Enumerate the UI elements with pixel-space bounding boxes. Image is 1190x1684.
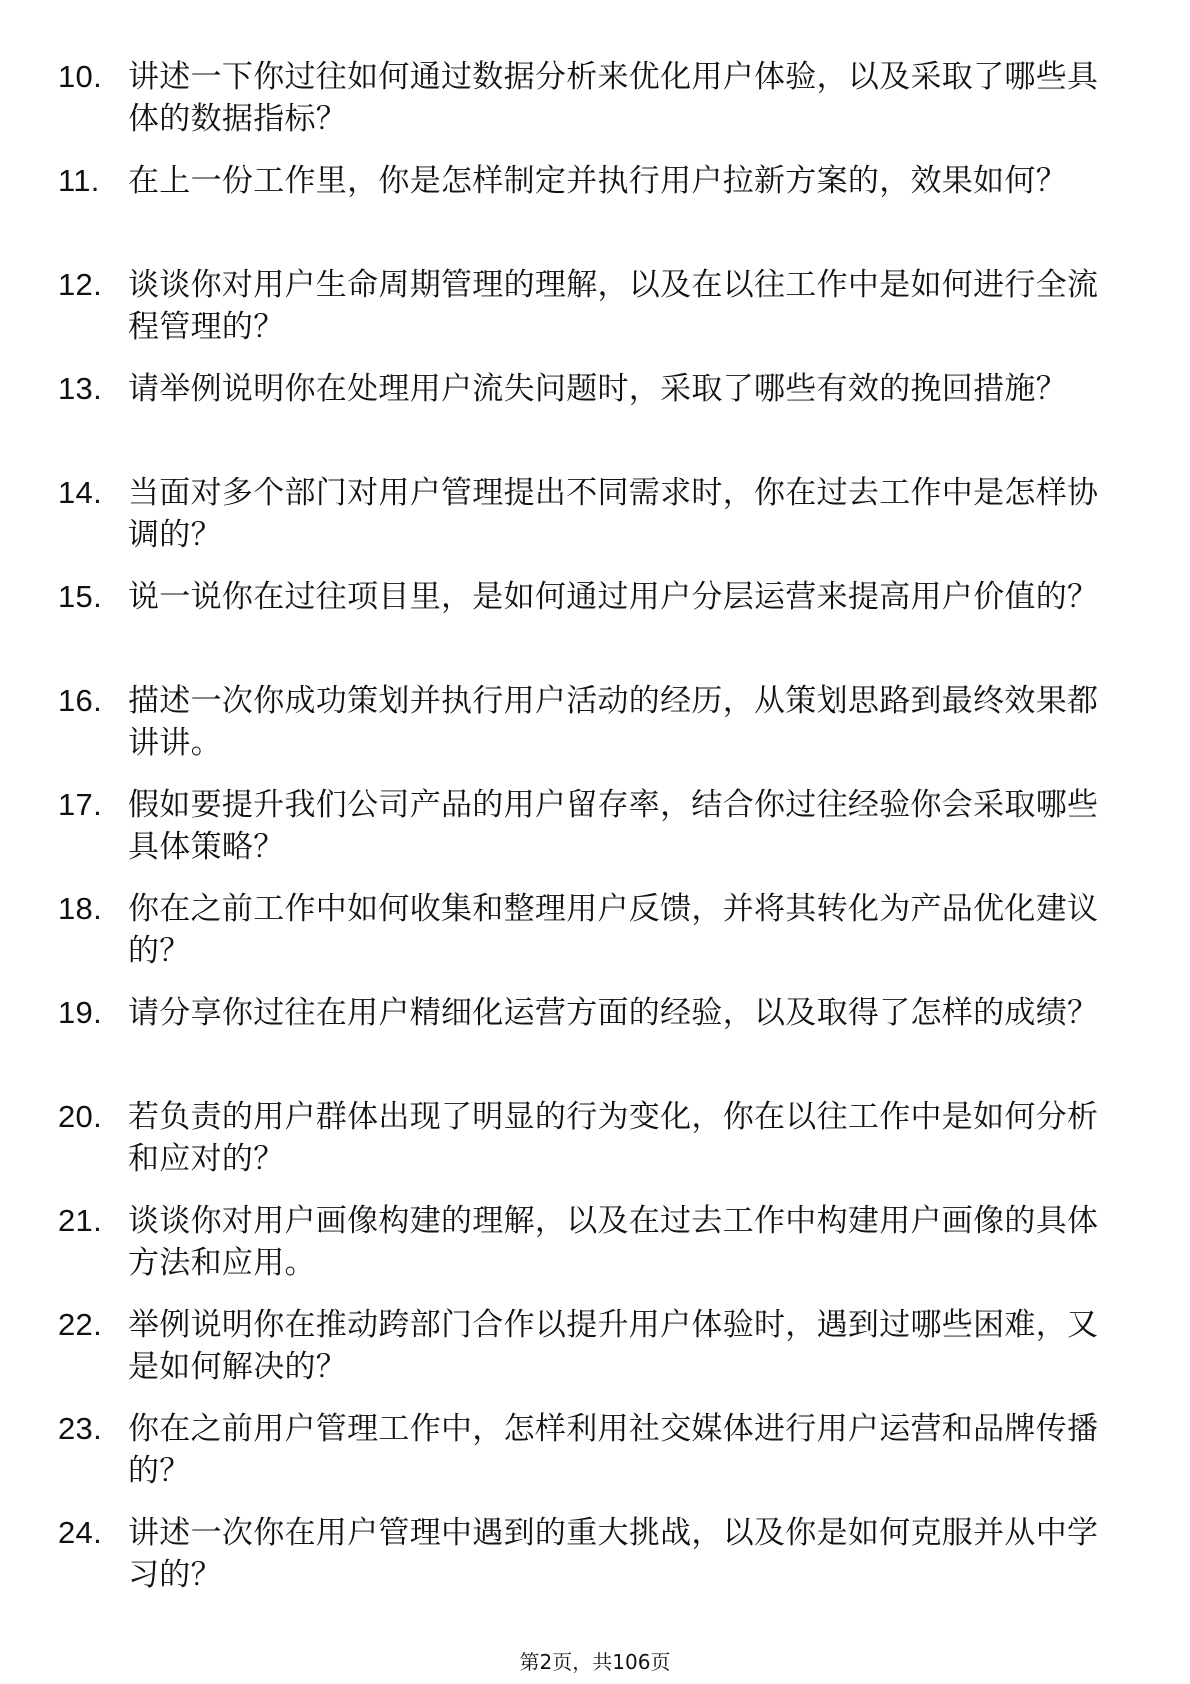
question-text: 谈谈你对用户生命周期管理的理解，以及在以往工作中是如何进行全流程管理的？ <box>128 267 1099 345</box>
question-text: 假如要提升我们公司产品的用户留存率，结合你过往经验你会采取哪些具体策略？ <box>128 787 1099 865</box>
question-number: 14. <box>58 475 102 510</box>
question-item <box>58 1304 1108 1408</box>
question-item <box>58 1096 1108 1200</box>
question-text: 请分享你过往在用户精细化运营方面的经验，以及取得了怎样的成绩？ <box>128 995 1099 1031</box>
question-item <box>58 472 1108 576</box>
question-number: 12. <box>58 267 102 302</box>
question-item <box>58 368 1108 472</box>
question-item <box>58 56 1108 160</box>
question-text: 若负责的用户群体出现了明显的行为变化，你在以往工作中是如何分析和应对的？ <box>128 1099 1099 1177</box>
question-number: 13. <box>58 371 102 406</box>
question-text: 你在之前工作中如何收集和整理用户反馈，并将其转化为产品优化建议的？ <box>128 891 1099 969</box>
question-item <box>58 1512 1108 1616</box>
question-text: 当面对多个部门对用户管理提出不同需求时，你在过去工作中是怎样协调的？ <box>128 475 1099 553</box>
question-number: 19. <box>58 995 102 1030</box>
question-item <box>58 992 1108 1096</box>
question-item <box>58 264 1108 368</box>
question-number: 23. <box>58 1411 102 1446</box>
question-item <box>58 888 1108 992</box>
question-item <box>58 160 1108 264</box>
question-text: 在上一份工作里，你是怎样制定并执行用户拉新方案的，效果如何？ <box>128 163 1067 199</box>
question-number: 18. <box>58 891 102 926</box>
question-text: 讲述一下你过往如何通过数据分析来优化用户体验，以及采取了哪些具体的数据指标？ <box>128 59 1099 137</box>
question-text: 请举例说明你在处理用户流失问题时，采取了哪些有效的挽回措施？ <box>128 371 1067 407</box>
question-text: 谈谈你对用户画像构建的理解，以及在过去工作中构建用户画像的具体方法和应用。 <box>128 1203 1099 1281</box>
page-footer: 第2页，共106页 <box>519 1650 671 1674</box>
question-number: 24. <box>58 1515 102 1550</box>
question-item <box>58 1408 1108 1512</box>
question-item <box>58 576 1108 680</box>
question-item <box>58 784 1108 888</box>
question-number: 21. <box>58 1203 102 1238</box>
question-item <box>58 680 1108 784</box>
question-list <box>58 56 1108 1616</box>
question-text: 举例说明你在推动跨部门合作以提升用户体验时，遇到过哪些困难，又是如何解决的？ <box>128 1307 1099 1385</box>
question-number: 10. <box>58 59 102 94</box>
question-number: 11. <box>58 163 100 198</box>
question-text: 你在之前用户管理工作中，怎样利用社交媒体进行用户运营和品牌传播的？ <box>128 1411 1099 1489</box>
question-number: 17. <box>58 787 102 822</box>
question-number: 20. <box>58 1099 102 1134</box>
question-number: 16. <box>58 683 102 718</box>
question-text: 说一说你在过往项目里，是如何通过用户分层运营来提高用户价值的？ <box>128 579 1099 615</box>
question-number: 22. <box>58 1307 102 1342</box>
question-text: 描述一次你成功策划并执行用户活动的经历，从策划思路到最终效果都讲讲。 <box>128 683 1099 761</box>
question-number: 15. <box>58 579 102 614</box>
question-text: 讲述一次你在用户管理中遇到的重大挑战，以及你是如何克服并从中学习的？ <box>128 1515 1099 1593</box>
question-item <box>58 1200 1108 1304</box>
